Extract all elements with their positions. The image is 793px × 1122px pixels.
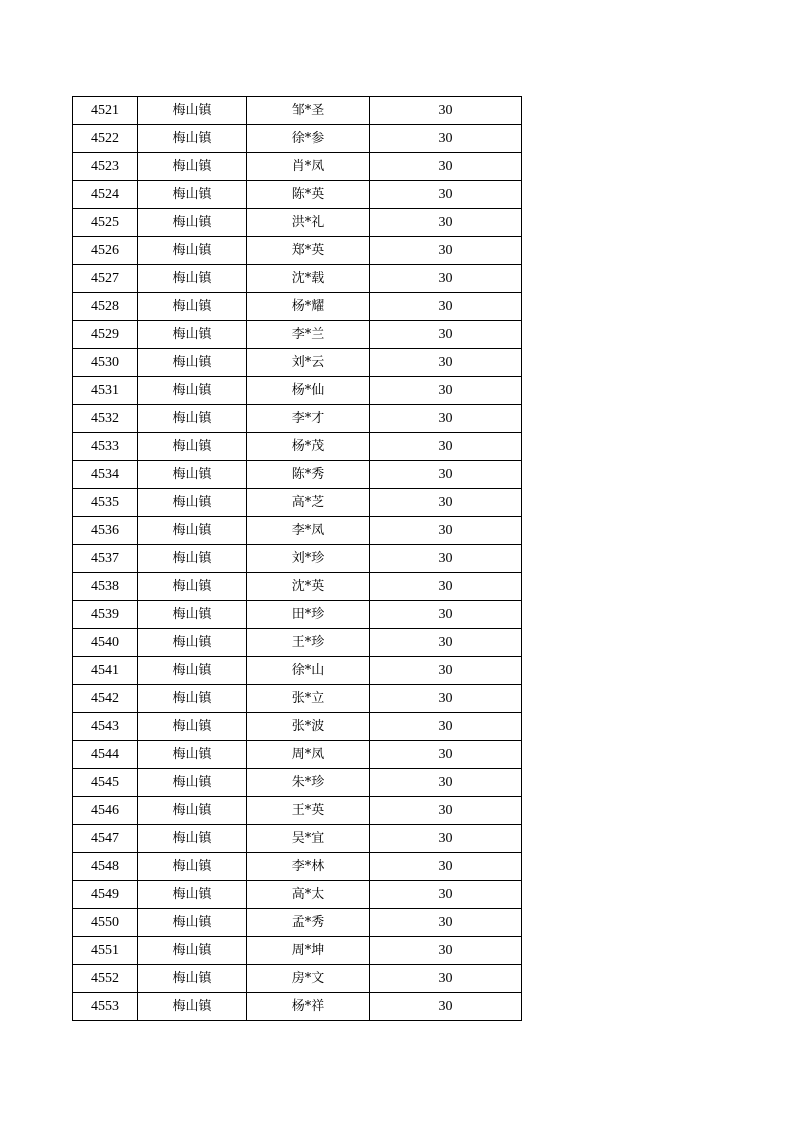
table-row bbox=[73, 993, 522, 1021]
person-name-cell: 孟*秀 bbox=[247, 909, 370, 937]
table-row bbox=[73, 685, 522, 713]
table-row bbox=[73, 965, 522, 993]
data-table bbox=[72, 96, 522, 1021]
row-number-cell: 4526 bbox=[73, 237, 138, 265]
town-cell: 梅山镇 bbox=[138, 321, 247, 349]
table-row bbox=[73, 629, 522, 657]
amount-cell: 30 bbox=[370, 125, 522, 153]
person-name-cell: 周*凤 bbox=[247, 741, 370, 769]
row-number-cell: 4549 bbox=[73, 881, 138, 909]
town-cell: 梅山镇 bbox=[138, 881, 247, 909]
person-name-cell: 房*文 bbox=[247, 965, 370, 993]
town-cell: 梅山镇 bbox=[138, 517, 247, 545]
person-name-cell: 朱*珍 bbox=[247, 769, 370, 797]
town-cell: 梅山镇 bbox=[138, 797, 247, 825]
amount-cell: 30 bbox=[370, 377, 522, 405]
amount-cell: 30 bbox=[370, 209, 522, 237]
town-cell: 梅山镇 bbox=[138, 657, 247, 685]
amount-cell: 30 bbox=[370, 769, 522, 797]
town-cell: 梅山镇 bbox=[138, 489, 247, 517]
row-number-cell: 4552 bbox=[73, 965, 138, 993]
row-number-cell: 4529 bbox=[73, 321, 138, 349]
row-number-cell: 4531 bbox=[73, 377, 138, 405]
person-name-cell: 陈*英 bbox=[247, 181, 370, 209]
person-name-cell: 李*兰 bbox=[247, 321, 370, 349]
row-number-cell: 4550 bbox=[73, 909, 138, 937]
amount-cell: 30 bbox=[370, 741, 522, 769]
row-number-cell: 4553 bbox=[73, 993, 138, 1021]
town-cell: 梅山镇 bbox=[138, 153, 247, 181]
amount-cell: 30 bbox=[370, 517, 522, 545]
amount-cell: 30 bbox=[370, 433, 522, 461]
person-name-cell: 田*珍 bbox=[247, 601, 370, 629]
table-row bbox=[73, 657, 522, 685]
table-row bbox=[73, 405, 522, 433]
town-cell: 梅山镇 bbox=[138, 461, 247, 489]
amount-cell: 30 bbox=[370, 181, 522, 209]
row-number-cell: 4532 bbox=[73, 405, 138, 433]
row-number-cell: 4524 bbox=[73, 181, 138, 209]
town-cell: 梅山镇 bbox=[138, 433, 247, 461]
table-row bbox=[73, 713, 522, 741]
person-name-cell: 杨*茂 bbox=[247, 433, 370, 461]
person-name-cell: 沈*英 bbox=[247, 573, 370, 601]
table-row bbox=[73, 97, 522, 125]
amount-cell: 30 bbox=[370, 321, 522, 349]
table-row bbox=[73, 573, 522, 601]
row-number-cell: 4551 bbox=[73, 937, 138, 965]
table-row bbox=[73, 209, 522, 237]
amount-cell: 30 bbox=[370, 489, 522, 517]
amount-cell: 30 bbox=[370, 237, 522, 265]
amount-cell: 30 bbox=[370, 713, 522, 741]
table-row bbox=[73, 237, 522, 265]
row-number-cell: 4544 bbox=[73, 741, 138, 769]
table-row bbox=[73, 797, 522, 825]
town-cell: 梅山镇 bbox=[138, 965, 247, 993]
person-name-cell: 肖*凤 bbox=[247, 153, 370, 181]
town-cell: 梅山镇 bbox=[138, 377, 247, 405]
row-number-cell: 4538 bbox=[73, 573, 138, 601]
town-cell: 梅山镇 bbox=[138, 97, 247, 125]
amount-cell: 30 bbox=[370, 657, 522, 685]
row-number-cell: 4548 bbox=[73, 853, 138, 881]
amount-cell: 30 bbox=[370, 909, 522, 937]
table-row bbox=[73, 293, 522, 321]
table-row bbox=[73, 881, 522, 909]
town-cell: 梅山镇 bbox=[138, 909, 247, 937]
amount-cell: 30 bbox=[370, 629, 522, 657]
person-name-cell: 王*英 bbox=[247, 797, 370, 825]
person-name-cell: 郑*英 bbox=[247, 237, 370, 265]
row-number-cell: 4525 bbox=[73, 209, 138, 237]
town-cell: 梅山镇 bbox=[138, 293, 247, 321]
amount-cell: 30 bbox=[370, 265, 522, 293]
person-name-cell: 杨*祥 bbox=[247, 993, 370, 1021]
table-row bbox=[73, 853, 522, 881]
town-cell: 梅山镇 bbox=[138, 209, 247, 237]
town-cell: 梅山镇 bbox=[138, 629, 247, 657]
person-name-cell: 刘*珍 bbox=[247, 545, 370, 573]
row-number-cell: 4536 bbox=[73, 517, 138, 545]
table-row bbox=[73, 937, 522, 965]
table-row bbox=[73, 181, 522, 209]
amount-cell: 30 bbox=[370, 825, 522, 853]
person-name-cell: 刘*云 bbox=[247, 349, 370, 377]
town-cell: 梅山镇 bbox=[138, 853, 247, 881]
amount-cell: 30 bbox=[370, 349, 522, 377]
table-row bbox=[73, 265, 522, 293]
town-cell: 梅山镇 bbox=[138, 825, 247, 853]
person-name-cell: 沈*载 bbox=[247, 265, 370, 293]
amount-cell: 30 bbox=[370, 797, 522, 825]
table-row bbox=[73, 601, 522, 629]
amount-cell: 30 bbox=[370, 601, 522, 629]
table-row bbox=[73, 489, 522, 517]
row-number-cell: 4539 bbox=[73, 601, 138, 629]
row-number-cell: 4528 bbox=[73, 293, 138, 321]
person-name-cell: 张*立 bbox=[247, 685, 370, 713]
town-cell: 梅山镇 bbox=[138, 181, 247, 209]
amount-cell: 30 bbox=[370, 937, 522, 965]
person-name-cell: 杨*耀 bbox=[247, 293, 370, 321]
town-cell: 梅山镇 bbox=[138, 265, 247, 293]
amount-cell: 30 bbox=[370, 853, 522, 881]
amount-cell: 30 bbox=[370, 293, 522, 321]
table-row bbox=[73, 433, 522, 461]
row-number-cell: 4527 bbox=[73, 265, 138, 293]
row-number-cell: 4545 bbox=[73, 769, 138, 797]
table-row bbox=[73, 377, 522, 405]
person-name-cell: 杨*仙 bbox=[247, 377, 370, 405]
row-number-cell: 4542 bbox=[73, 685, 138, 713]
town-cell: 梅山镇 bbox=[138, 993, 247, 1021]
row-number-cell: 4533 bbox=[73, 433, 138, 461]
person-name-cell: 徐*山 bbox=[247, 657, 370, 685]
person-name-cell: 徐*参 bbox=[247, 125, 370, 153]
row-number-cell: 4521 bbox=[73, 97, 138, 125]
table-row bbox=[73, 909, 522, 937]
row-number-cell: 4540 bbox=[73, 629, 138, 657]
table-row bbox=[73, 125, 522, 153]
person-name-cell: 洪*礼 bbox=[247, 209, 370, 237]
person-name-cell: 周*坤 bbox=[247, 937, 370, 965]
town-cell: 梅山镇 bbox=[138, 545, 247, 573]
town-cell: 梅山镇 bbox=[138, 405, 247, 433]
amount-cell: 30 bbox=[370, 97, 522, 125]
person-name-cell: 李*凤 bbox=[247, 517, 370, 545]
amount-cell: 30 bbox=[370, 685, 522, 713]
table-row bbox=[73, 349, 522, 377]
row-number-cell: 4541 bbox=[73, 657, 138, 685]
table-body bbox=[73, 97, 522, 1021]
person-name-cell: 吴*宜 bbox=[247, 825, 370, 853]
amount-cell: 30 bbox=[370, 573, 522, 601]
table-row bbox=[73, 461, 522, 489]
person-name-cell: 高*芝 bbox=[247, 489, 370, 517]
person-name-cell: 高*太 bbox=[247, 881, 370, 909]
amount-cell: 30 bbox=[370, 153, 522, 181]
town-cell: 梅山镇 bbox=[138, 125, 247, 153]
amount-cell: 30 bbox=[370, 545, 522, 573]
row-number-cell: 4534 bbox=[73, 461, 138, 489]
table-row bbox=[73, 825, 522, 853]
row-number-cell: 4523 bbox=[73, 153, 138, 181]
town-cell: 梅山镇 bbox=[138, 349, 247, 377]
row-number-cell: 4530 bbox=[73, 349, 138, 377]
row-number-cell: 4537 bbox=[73, 545, 138, 573]
person-name-cell: 王*珍 bbox=[247, 629, 370, 657]
town-cell: 梅山镇 bbox=[138, 741, 247, 769]
amount-cell: 30 bbox=[370, 881, 522, 909]
amount-cell: 30 bbox=[370, 461, 522, 489]
town-cell: 梅山镇 bbox=[138, 685, 247, 713]
town-cell: 梅山镇 bbox=[138, 573, 247, 601]
table-row bbox=[73, 153, 522, 181]
row-number-cell: 4546 bbox=[73, 797, 138, 825]
person-name-cell: 张*波 bbox=[247, 713, 370, 741]
row-number-cell: 4522 bbox=[73, 125, 138, 153]
person-name-cell: 李*才 bbox=[247, 405, 370, 433]
row-number-cell: 4535 bbox=[73, 489, 138, 517]
town-cell: 梅山镇 bbox=[138, 937, 247, 965]
table-row bbox=[73, 545, 522, 573]
town-cell: 梅山镇 bbox=[138, 237, 247, 265]
amount-cell: 30 bbox=[370, 405, 522, 433]
row-number-cell: 4543 bbox=[73, 713, 138, 741]
amount-cell: 30 bbox=[370, 965, 522, 993]
town-cell: 梅山镇 bbox=[138, 769, 247, 797]
person-name-cell: 李*林 bbox=[247, 853, 370, 881]
table-row bbox=[73, 769, 522, 797]
person-name-cell: 邹*圣 bbox=[247, 97, 370, 125]
town-cell: 梅山镇 bbox=[138, 713, 247, 741]
table-row bbox=[73, 321, 522, 349]
table-row bbox=[73, 517, 522, 545]
amount-cell: 30 bbox=[370, 993, 522, 1021]
town-cell: 梅山镇 bbox=[138, 601, 247, 629]
row-number-cell: 4547 bbox=[73, 825, 138, 853]
table-row bbox=[73, 741, 522, 769]
person-name-cell: 陈*秀 bbox=[247, 461, 370, 489]
